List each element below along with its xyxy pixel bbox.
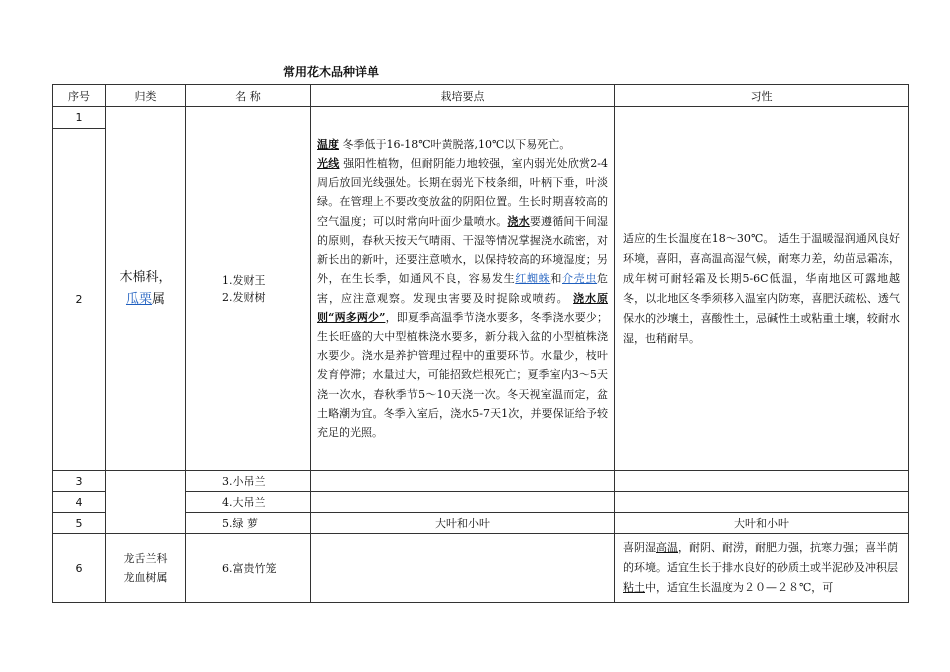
row-index: 1 [53, 107, 106, 129]
table-row [53, 534, 909, 603]
habit-cell: 适应的生长温度在18～30℃。 适生于温暖湿润通风良好环境，喜阳，喜高温高湿气候，耐寒力差，幼苗忌霜冻，成年树可耐轻霜及长期5-6C低温，华南地区可露地越冬，以北地区冬季须移入温室内防寒，喜肥沃疏松、透气保水的沙壤土，喜酸性土，忌碱性土或粘重土壤，较耐水湿，也稍耐旱。 [615, 107, 909, 471]
table-row [53, 107, 909, 129]
plant-names-cell [186, 107, 311, 471]
row-index: 2 [53, 129, 106, 471]
plant-name: 4.大吊兰 [186, 492, 311, 513]
genus-name: 龙血树属 [123, 571, 168, 584]
habit-text: ，耐阴、耐涝，耐肥力强，抗寒力强；喜半荫的环境。适宜生长于排水良好的砂质土或半泥砂及冲积层 [623, 541, 898, 574]
header-index: 序号 [53, 85, 106, 107]
habit-cell-empty [615, 471, 909, 492]
care-label-light: 光线 [317, 157, 340, 171]
table-row [53, 471, 909, 492]
plant-name: 2.发财树 [222, 290, 266, 304]
family-cell [106, 107, 186, 471]
care-cell-empty [311, 534, 615, 603]
table-header-row [53, 85, 909, 107]
header-habit: 习性 [615, 85, 909, 107]
family-cell [106, 534, 186, 603]
care-text: 冬季低于16-18℃叶黄脱落,10℃以下易死亡。 [339, 137, 571, 151]
care-label-temperature: 温度 [317, 137, 339, 151]
care-cell [311, 107, 615, 471]
care-text: ，即夏季高温季节浇水要多，冬季浇水要少；生长旺盛的大中型植株浇水要多，新分栽入盆的小型植株浇水要少。浇水是养护管理过程中的重要环节。水量少，枝叶发育停滞；水量过大，可能招致烂根死亡；夏季室内3～5天浇一次水，春秋季节5～10天浇一次。冬天视室温而定，盆土略潮为宜。冬季入室后，浇水5-7天1次，并要保证给予较充足的光照。 [317, 310, 609, 439]
genus-suffix: 属 [152, 291, 166, 307]
header-category: 归类 [106, 85, 186, 107]
row-index: 3 [53, 471, 106, 492]
habit-underlined-text: 粘土 [623, 581, 645, 594]
habit-text: 喜阴湿 [623, 541, 656, 554]
care-label-watering: 浇水 [507, 214, 530, 228]
care-text: 和 [550, 272, 563, 286]
plant-name: 1.发财王 [222, 273, 266, 287]
care-text: 要遵循间干间湿的原则，春秋天按天气晴雨、干湿等情况掌握浇水疏密，对新长出的新叶，还要注意喷水，以保持较高的环境湿度；另外，在生长季，如通风不良，容易发生 [317, 214, 609, 286]
habit-underlined-text: 高温 [656, 541, 678, 554]
header-care: 栽培要点 [311, 85, 615, 107]
plant-table [52, 84, 909, 603]
habit-cell [615, 534, 909, 603]
care-cell-empty [311, 471, 615, 492]
plant-name: 5.绿 萝 [186, 513, 311, 534]
care-text: 强阳性植物，但耐阴能力地较强，室内弱光处欣赏2-4周后放回光线强处。长期在弱光下枝条细，叶柄下垂，叶淡绿。在管理上不要改变放盆的阴阳位置。生长时期喜较高的空气温度；可以时常向叶面少量喷水。 [317, 157, 608, 228]
row-index: 6 [53, 534, 106, 603]
care-text: 危害，应注意观察。发现虫害要及时捉除或喷药。 [317, 272, 609, 305]
care-cell: 大叶和小叶 [311, 513, 615, 534]
pest-link-red-spider[interactable]: 红蜘蛛 [515, 272, 551, 286]
header-name: 名 称 [186, 85, 311, 107]
habit-cell-empty [615, 492, 909, 513]
family-name: 龙舌兰科 [123, 552, 168, 565]
family-cell-empty [106, 471, 186, 534]
habit-cell: 大叶和小叶 [615, 513, 909, 534]
row-index: 4 [53, 492, 106, 513]
page-title: 常用花木品种详单 [283, 65, 380, 79]
care-cell-empty [311, 492, 615, 513]
genus-link[interactable]: 瓜栗 [125, 291, 152, 307]
pest-link-scale-insect[interactable]: 介壳虫 [562, 272, 598, 286]
row-index: 5 [53, 513, 106, 534]
plant-name: 3.小吊兰 [186, 471, 311, 492]
habit-text: 中，适宜生长温度为２０—２８℃，可 [645, 581, 834, 594]
plant-name: 6.富贵竹笼 [186, 534, 311, 603]
family-name: 木棉科， [119, 269, 172, 285]
care-label-watering-principle: 浇水原则“两多两少” [317, 291, 609, 324]
